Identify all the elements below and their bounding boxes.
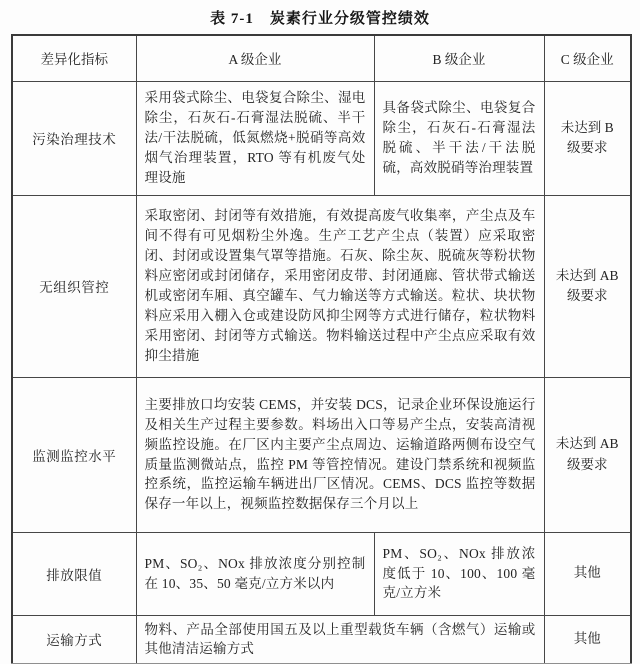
table-row-emission-limit — [12, 532, 631, 615]
header-row — [12, 35, 631, 81]
cell-emission-limit-grade-c: 其他 — [544, 532, 631, 615]
row-label-emission-limit: 排放限值 — [12, 532, 136, 615]
cell-pollution-treatment-grade-b: 具备袋式除尘、电袋复合除尘，石灰石-石膏湿法脱硫、半干法/干法脱硫，高效脱硝等治理装置 — [374, 81, 544, 195]
column-header-grade-c: C 级企业 — [544, 35, 631, 81]
row-label-fugitive-emission-control: 无组织管控 — [12, 195, 136, 377]
table-row-monitoring-level — [12, 377, 631, 532]
cell-emission-limit-grade-a: PM、SO₂、NOx 排放浓度分别控制在 10、35、50 毫克/立方米以内 — [136, 532, 374, 615]
cell-transport-mode-grade-ab: 物料、产品全部使用国五及以上重型载货车辆（含燃气）运输或其他清洁运输方式 — [136, 615, 544, 664]
row-label-transport-mode: 运输方式 — [12, 615, 136, 664]
column-header-grade-a: A 级企业 — [136, 35, 374, 81]
cell-pollution-treatment-grade-c: 未达到 B 级要求 — [544, 81, 631, 195]
column-header-grade-b: B 级企业 — [374, 35, 544, 81]
cell-fugitive-emission-control-grade-c: 未达到 AB 级要求 — [544, 195, 631, 377]
grading-control-table — [11, 34, 632, 664]
table-row-pollution-treatment — [12, 81, 631, 195]
row-label-monitoring-level: 监测监控水平 — [12, 377, 136, 532]
cell-transport-mode-grade-c: 其他 — [544, 615, 631, 664]
cell-pollution-treatment-grade-a: 采用袋式除尘、电袋复合除尘、湿电除尘，石灰石-石膏湿法脱硫、半干法/干法脱硫，低氮燃烧+脱硝等高效烟气治理装置，RTO 等有机废气处理设施 — [136, 81, 374, 195]
table-caption: 表 7-1 炭素行业分级管控绩效 — [210, 11, 430, 27]
row-label-pollution-treatment: 污染治理技术 — [12, 81, 136, 195]
cell-fugitive-emission-control-grade-ab: 采取密闭、封闭等有效措施，有效提高废气收集率，产尘点及车间不得有可见烟粉尘外逸。生产工艺产尘点（装置）应采取密闭、封闭或设置集气罩等措施。石灰、除尘灰、脱硫灰等粉状物料应密闭或封闭储存，采用密闭皮带、封闭通廊、管状带式输送机或密闭车厢、真空罐车、气力输送等方式输送。粒状、块状物料应采用入棚入仓或建设防风抑尘网等方式进行储存，粒状物料采用密闭、封闭等方式输送。物料输送过程中产尘点应采取有效抑尘措施 — [136, 195, 544, 377]
table-row-fugitive-emission-control — [12, 195, 631, 377]
column-header-indicator: 差异化指标 — [12, 35, 136, 81]
cell-monitoring-level-grade-c: 未达到 AB 级要求 — [544, 377, 631, 532]
cell-monitoring-level-grade-ab: 主要排放口均安装 CEMS，并安装 DCS，记录企业环保设施运行及相关生产过程主要参数。料场出入口等易产尘点，安装高清视频监控设施。在厂区内主要产尘点周边、运输道路两侧布设空气质量监测微站点，监控 PM 等管控情况。建设门禁系统和视频监控系统，监控运输车辆进出厂区情况。CEMS、DCS 监控等数据保存一年以上，视频监控数据保存三个月以上 — [136, 377, 544, 532]
cell-emission-limit-grade-b: PM、SO₂、NOx 排放浓度低于 10、100、100 毫克/立方米 — [374, 532, 544, 615]
table-row-transport-mode — [12, 615, 631, 664]
